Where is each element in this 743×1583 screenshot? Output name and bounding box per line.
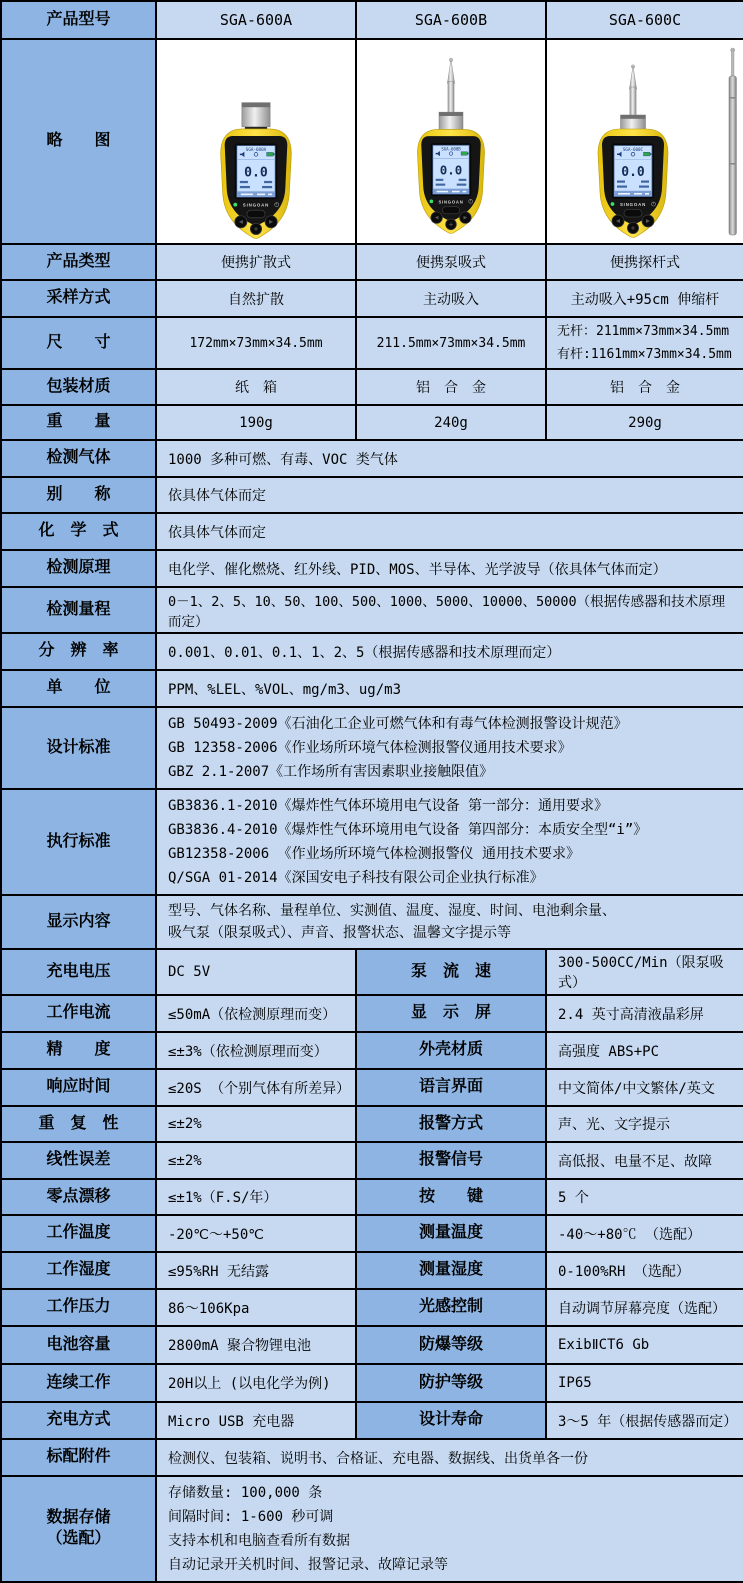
cell-value: 240g bbox=[356, 405, 546, 440]
spec-value: 20H以上 (以电化学为例) bbox=[156, 1364, 356, 1402]
row-label-exec-standard: 执行标准 bbox=[1, 789, 156, 895]
spec-value: 中文简体/中文繁体/英文 bbox=[546, 1069, 743, 1106]
row-label-design-standard: 设计标准 bbox=[1, 707, 156, 789]
spec-label: 零点漂移 bbox=[1, 1179, 156, 1215]
row-label-gas: 检测气体 bbox=[1, 440, 156, 477]
spec-value: 5 个 bbox=[546, 1179, 743, 1215]
cell-value: 便携探杆式 bbox=[546, 244, 743, 280]
cell-value: 依具体气体而定 bbox=[156, 477, 743, 513]
row-label-packaging: 包装材质 bbox=[1, 369, 156, 405]
row-label-sampling: 采样方式 bbox=[1, 280, 156, 317]
spec-label: 泵 流 速 bbox=[356, 949, 546, 995]
spec-label: 外壳材质 bbox=[356, 1032, 546, 1069]
cell-value: 1000 多种可燃、有毒、VOC 类气体 bbox=[156, 440, 743, 477]
spec-label: 光感控制 bbox=[356, 1289, 546, 1326]
spec-value: ≤95%RH 无结露 bbox=[156, 1252, 356, 1289]
spec-value: ExibⅡCT6 Gb bbox=[546, 1326, 743, 1364]
spec-value: -20℃～+50℃ bbox=[156, 1215, 356, 1252]
spec-label: 工作湿度 bbox=[1, 1252, 156, 1289]
cell-value: 主动吸入+95cm 伸缩杆 bbox=[546, 280, 743, 317]
row-label-size: 尺 寸 bbox=[1, 317, 156, 369]
row-label-principle: 检测原理 bbox=[1, 550, 156, 587]
product-photo-sga600c bbox=[547, 41, 743, 242]
cell-value: 自然扩散 bbox=[156, 280, 356, 317]
svg-text:SGA-600A: SGA-600A bbox=[245, 147, 267, 153]
row-label-range: 检测量程 bbox=[1, 587, 156, 633]
svg-text:SINGOAN: SINGOAN bbox=[438, 199, 464, 205]
row-label-unit: 单 位 bbox=[1, 670, 156, 707]
spec-label: 测量湿度 bbox=[356, 1252, 546, 1289]
spec-label: 充电方式 bbox=[1, 1402, 156, 1439]
spec-label: 显 示 屏 bbox=[356, 995, 546, 1032]
spec-value: ≤±1%（F.S/年） bbox=[156, 1179, 356, 1215]
row-label-sketch: 略 图 bbox=[1, 39, 156, 244]
spec-label: 设计寿命 bbox=[356, 1402, 546, 1439]
spec-value: -40～+80℃ （选配） bbox=[546, 1215, 743, 1252]
cell-value: 主动吸入 bbox=[356, 280, 546, 317]
spec-label: 工作压力 bbox=[1, 1289, 156, 1326]
cell-value: 铝 合 金 bbox=[546, 369, 743, 405]
spec-value: 2800mA 聚合物锂电池 bbox=[156, 1326, 356, 1364]
svg-text:0.0: 0.0 bbox=[439, 162, 463, 178]
spec-label: 按 键 bbox=[356, 1179, 546, 1215]
cell-value: 依具体气体而定 bbox=[156, 513, 743, 550]
svg-text:SGA-600C: SGA-600C bbox=[622, 147, 644, 153]
photo-cell-b bbox=[356, 39, 546, 244]
cell-value: 无杆：211mm×73mm×34.5mm 有杆:1161mm×73mm×34.5mm bbox=[546, 317, 743, 369]
header-label-product-model: 产品型号 bbox=[1, 1, 156, 39]
cell-value: 存储数量: 100,000 条 间隔时间: 1-600 秒可调 支持本机和电脑查看所有数据 自动记录开关机时间、报警记录、故障记录等 bbox=[156, 1476, 743, 1582]
spec-label: 工作电流 bbox=[1, 995, 156, 1032]
spec-value: 自动调节屏幕亮度（选配） bbox=[546, 1289, 743, 1326]
cell-value: PPM、%LEL、%VOL、mg/m3、ug/m3 bbox=[156, 670, 743, 707]
cell-value: GB3836.1-2010《爆炸性气体环境用电气设备 第一部分：通用要求》 GB3836.4-2010《爆炸性气体环境用电气设备 第四部分：本质安全型“i”》 GB12358-2006 《作业场所环境气体检测报警仪 通用技术要求》 Q/SGA 01-2014《深国安电子科技有限公司企业执行标准》 bbox=[156, 789, 743, 895]
spec-label: 连续工作 bbox=[1, 1364, 156, 1402]
photo-cell-c bbox=[546, 39, 743, 244]
cell-value: 211.5mm×73mm×34.5mm bbox=[356, 317, 546, 369]
row-label-product-type: 产品类型 bbox=[1, 244, 156, 280]
spec-label: 语言界面 bbox=[356, 1069, 546, 1106]
cell-value: 型号、气体名称、量程单位、实测值、温度、湿度、时间、电池剩余量、 吸气泵（限泵吸式）、声音、报警状态、温馨文字提示等 bbox=[156, 895, 743, 949]
product-photo-sga600a bbox=[157, 40, 355, 243]
spec-value: Micro USB 充电器 bbox=[156, 1402, 356, 1439]
model-name-a: SGA-600A bbox=[156, 1, 356, 39]
cell-value: 便携扩散式 bbox=[156, 244, 356, 280]
row-label-resolution: 分 辨 率 bbox=[1, 633, 156, 670]
spec-label: 防护等级 bbox=[356, 1364, 546, 1402]
cell-value: 172mm×73mm×34.5mm bbox=[156, 317, 356, 369]
svg-text:SINGOAN: SINGOAN bbox=[242, 202, 270, 208]
cell-value: 纸 箱 bbox=[156, 369, 356, 405]
spec-label: 测量温度 bbox=[356, 1215, 546, 1252]
cell-value: 铝 合 金 bbox=[356, 369, 546, 405]
spec-value: 300-500CC/Min（限泵吸式） bbox=[546, 949, 743, 995]
spec-value: IP65 bbox=[546, 1364, 743, 1402]
spec-value: DC 5V bbox=[156, 949, 356, 995]
spec-value: 86～106Kpa bbox=[156, 1289, 356, 1326]
svg-text:SGA-600B: SGA-600B bbox=[441, 146, 461, 152]
cell-value: 190g bbox=[156, 405, 356, 440]
cell-value: GB 50493-2009《石油化工企业可燃气体和有毒气体检测报警设计规范》 GB 12358-2006《作业场所环境气体检测报警仪通用技术要求》 GBZ 2.1-2007《工作场所有害因素职业接触限值》 bbox=[156, 707, 743, 789]
spec-label: 报警信号 bbox=[356, 1142, 546, 1179]
row-label-data-storage: 数据存储 （选配） bbox=[1, 1476, 156, 1582]
spec-label: 电池容量 bbox=[1, 1326, 156, 1364]
row-label-display-content: 显示内容 bbox=[1, 895, 156, 949]
spec-value: ≤20S （个别气体有所差异） bbox=[156, 1069, 356, 1106]
spec-label: 工作温度 bbox=[1, 1215, 156, 1252]
cell-value: 0－1、2、5、10、50、100、500、1000、5000、10000、50000（根据传感器和技术原理而定） bbox=[156, 587, 743, 633]
spec-label: 线性误差 bbox=[1, 1142, 156, 1179]
spec-value: 0-100%RH （选配） bbox=[546, 1252, 743, 1289]
row-label-alias: 别 称 bbox=[1, 477, 156, 513]
svg-text:SINGOAN: SINGOAN bbox=[619, 202, 647, 208]
row-label-formula: 化 学 式 bbox=[1, 513, 156, 550]
spec-value: 高强度 ABS+PC bbox=[546, 1032, 743, 1069]
spec-value: ≤50mA（依检测原理而变） bbox=[156, 995, 356, 1032]
spec-value: 声、光、文字提示 bbox=[546, 1106, 743, 1142]
svg-text:0.0: 0.0 bbox=[244, 165, 268, 181]
spec-label: 报警方式 bbox=[356, 1106, 546, 1142]
spec-label: 重 复 性 bbox=[1, 1106, 156, 1142]
cell-value: 0.001、0.01、0.1、1、2、5（根据传感器和技术原理而定） bbox=[156, 633, 743, 670]
spec-value: ≤±2% bbox=[156, 1142, 356, 1179]
spec-value: 高低报、电量不足、故障 bbox=[546, 1142, 743, 1179]
spec-label: 响应时间 bbox=[1, 1069, 156, 1106]
spec-value: 2.4 英寸高清液晶彩屏 bbox=[546, 995, 743, 1032]
spec-label: 充电电压 bbox=[1, 949, 156, 995]
spec-value: 3～5 年（根据传感器而定） bbox=[546, 1402, 743, 1439]
product-photo-sga600b bbox=[357, 45, 545, 238]
photo-cell-a bbox=[156, 39, 356, 244]
model-name-c: SGA-600C bbox=[546, 1, 743, 39]
spec-value: ≤±3%（依检测原理而变） bbox=[156, 1032, 356, 1069]
row-label-weight: 重 量 bbox=[1, 405, 156, 440]
svg-text:0.0: 0.0 bbox=[621, 165, 645, 181]
spec-label: 防爆等级 bbox=[356, 1326, 546, 1364]
model-name-b: SGA-600B bbox=[356, 1, 546, 39]
cell-value: 便携泵吸式 bbox=[356, 244, 546, 280]
spec-value: ≤±2% bbox=[156, 1106, 356, 1142]
cell-value: 290g bbox=[546, 405, 743, 440]
row-label-accessories: 标配附件 bbox=[1, 1439, 156, 1476]
spec-label: 精 度 bbox=[1, 1032, 156, 1069]
cell-value: 电化学、催化燃烧、红外线、PID、MOS、半导体、光学波导（依具体气体而定） bbox=[156, 550, 743, 587]
cell-value: 检测仪、包装箱、说明书、合格证、充电器、数据线、出货单各一份 bbox=[156, 1439, 743, 1476]
